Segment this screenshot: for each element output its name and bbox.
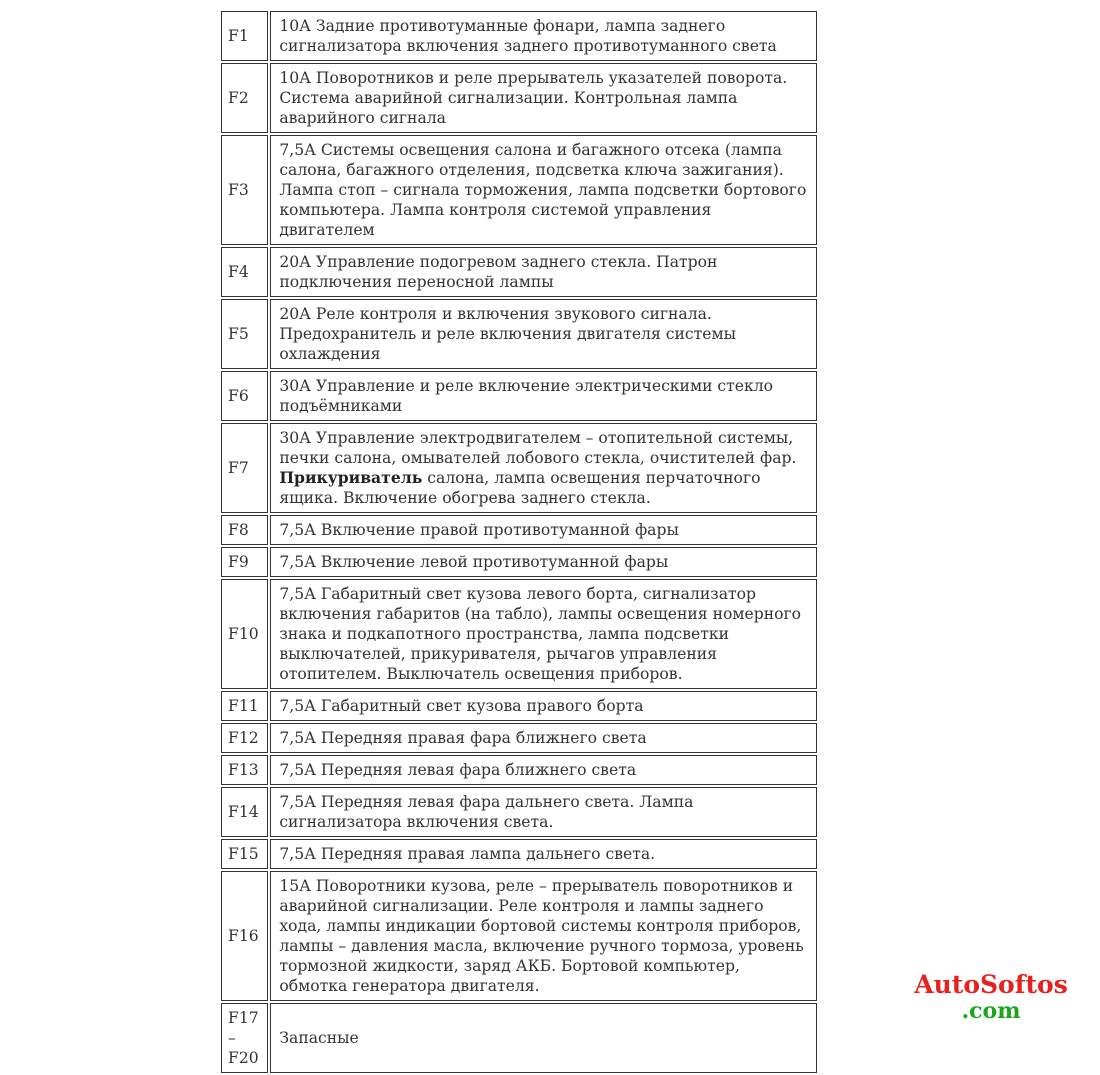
fuse-code: F12 [221, 723, 268, 753]
fuse-description: 7,5А Передняя правая лампа дальнего света. [270, 839, 817, 869]
fuse-row [221, 871, 817, 1001]
fuse-code: F9 [221, 547, 268, 577]
fuse-code: F10 [221, 579, 268, 689]
fuse-row [221, 547, 817, 577]
watermark-logo [896, 972, 1086, 1024]
fuse-row [221, 247, 817, 297]
fuse-code: F16 [221, 871, 268, 1001]
fuse-row [221, 755, 817, 785]
fuse-description [270, 423, 817, 513]
fuse-row [221, 579, 817, 689]
fuse-code: F2 [221, 63, 268, 133]
fuse-row [221, 423, 817, 513]
fuse-description: 10А Задние противотуманные фонари, лампа заднего сигнализатора включения заднего противотуманного света [270, 11, 817, 61]
fuse-description: 10А Поворотников и реле прерыватель указателей поворота. Система аварийной сигнализации. Контрольная лампа аварийного сигнала [270, 63, 817, 133]
fuse-description: 30А Управление и реле включение электрическими стекло подъёмниками [270, 371, 817, 421]
watermark-tld: .com [961, 998, 1021, 1024]
fuse-description-text: 30А Управление электродвигателем – отопительной системы, печки салона, омывателей лобового стекла, очистителей фар. [279, 429, 797, 467]
fuse-description: 7,5А Передняя левая фара дальнего света. Лампа сигнализатора включения света. [270, 787, 817, 837]
fuse-row [221, 11, 817, 61]
fuse-description: Запасные [270, 1003, 817, 1073]
fuse-description: 7,5А Включение правой противотуманной фары [270, 515, 817, 545]
fuse-code: F3 [221, 135, 268, 245]
fuse-code: F14 [221, 787, 268, 837]
fuse-description-bold-link: Прикуриватель [279, 468, 423, 487]
fuse-description-text: салона, лампа освещения перчаточного ящика. Включение обогрева заднего стекла. [279, 469, 761, 507]
fuse-code: F4 [221, 247, 268, 297]
fuse-row [221, 135, 817, 245]
fuse-description: 7,5А Системы освещения салона и багажного отсека (лампа салона, багажного отделения, подсветка ключа зажигания). Лампа стоп – сигнала торможения, лампа подсветки бортового компьютера. Лампа контроля системой управления двигателем [270, 135, 817, 245]
fuse-code: F8 [221, 515, 268, 545]
fuse-description: 7,5А Передняя правая фара ближнего света [270, 723, 817, 753]
fuse-code: F7 [221, 423, 268, 513]
fuse-code: F15 [221, 839, 268, 869]
fuse-row [221, 691, 817, 721]
fuse-row [221, 787, 817, 837]
fuse-row [221, 63, 817, 133]
fuse-row [221, 1003, 817, 1073]
fuse-row [221, 299, 817, 369]
fuse-code: F1 [221, 11, 268, 61]
fuse-row [221, 723, 817, 753]
fuse-table [219, 9, 819, 1075]
fuse-description: 20А Реле контроля и включения звукового сигнала. Предохранитель и реле включения двигателя системы охлаждения [270, 299, 817, 369]
fuse-row [221, 515, 817, 545]
fuse-code: F13 [221, 755, 268, 785]
fuse-table-body [221, 11, 817, 1073]
fuse-code: F5 [221, 299, 268, 369]
fuse-code: F11 [221, 691, 268, 721]
fuse-description: 7,5А Включение левой противотуманной фары [270, 547, 817, 577]
fuse-description: 7,5А Передняя левая фара ближнего света [270, 755, 817, 785]
fuse-code: F17 – F20 [221, 1003, 268, 1073]
fuse-row [221, 839, 817, 869]
watermark-brand: AutoSoftos [914, 970, 1068, 999]
fuse-description: 20А Управление подогревом заднего стекла. Патрон подключения переносной лампы [270, 247, 817, 297]
fuse-code: F6 [221, 371, 268, 421]
fuse-description: 7,5А Габаритный свет кузова левого борта, сигнализатор включения габаритов (на табло), лампы освещения номерного знака и подкапотного пространства, лампа подсветки выключателей, прикуривателя, рычагов управления отопителем. Выключатель освещения приборов. [270, 579, 817, 689]
fuse-row [221, 371, 817, 421]
fuse-description: 15А Поворотники кузова, реле – прерыватель поворотников и аварийной сигнализации. Реле контроля и лампы заднего хода, лампы индикации бортовой системы контроля приборов, лампы – давления масла, включение ручного тормоза, уровень тормозной жидкости, заряд АКБ. Бортовой компьютер, обмотка генератора двигателя. [270, 871, 817, 1001]
fuse-description: 7,5А Габаритный свет кузова правого борта [270, 691, 817, 721]
